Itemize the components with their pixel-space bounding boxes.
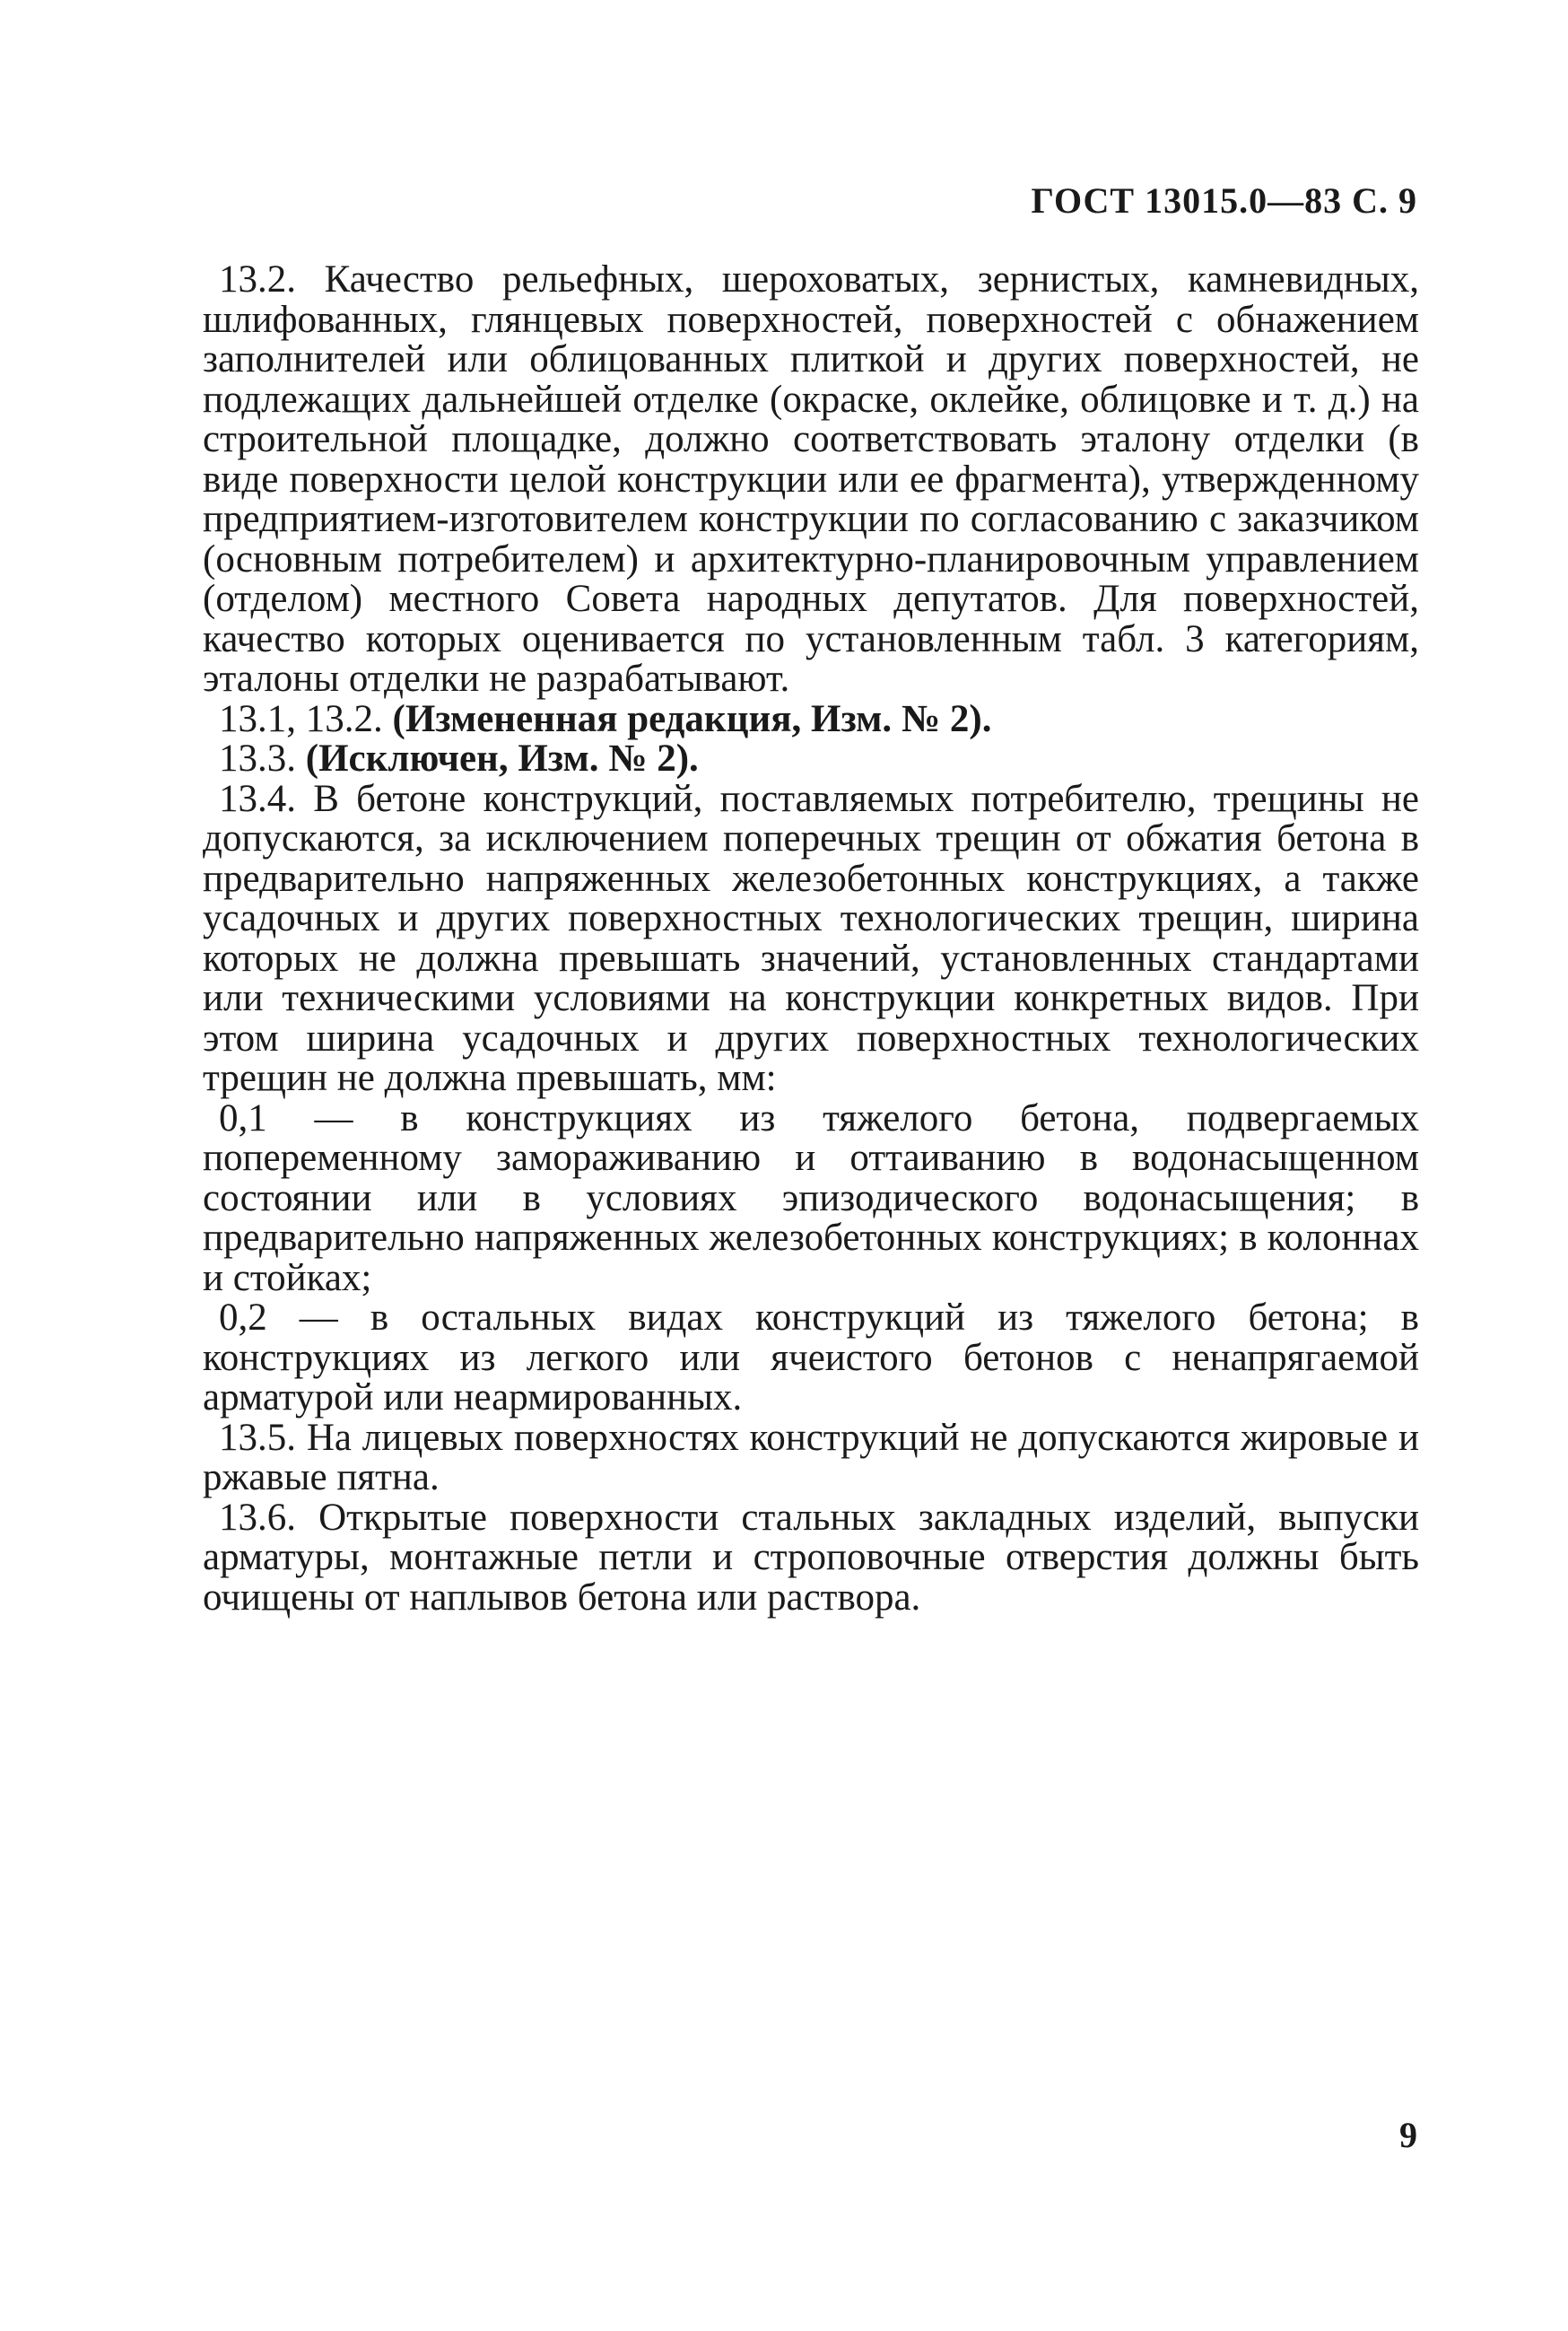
amendment-note-13-1-bold: (Измененная редакция, Изм. № 2). xyxy=(392,697,992,740)
amendment-note-13-3-bold: (Исключен, Изм. № 2). xyxy=(305,738,699,780)
paragraph-13-6: 13.6. Открытые поверхности стальных закладных изделий, выпуски арматуры, монтажные петли и строповочные отверстия должны быть очищены от наплывов бетона или раствора. xyxy=(203,1496,1419,1619)
paragraph-13-5: 13.5. На лицевых поверхностях конструкций не допускаются жировые и ржавые пятна. xyxy=(203,1416,1419,1498)
amendment-note-13-3-prefix: 13.3. xyxy=(219,738,306,780)
page-number: 9 xyxy=(1399,2115,1417,2155)
amendment-note-13-1 xyxy=(203,697,1419,740)
amendment-note-13-3 xyxy=(203,739,1419,780)
page-header: ГОСТ 13015.0—83 С. 9 xyxy=(1031,180,1417,221)
document-body xyxy=(203,260,1419,1618)
amendment-note-13-1-prefix: 13.1, 13.2. xyxy=(219,697,393,740)
paragraph-13-4: 13.4. В бетоне конструкций, поставляемых потребителю, трещины не допускаются, за исключением поперечных трещин от обжатия бетона в предварительно напряженных железобетонных конструкциях, а также усадочных и других поверхностных технологических трещин, ширина которых не должна превышать значений, установленных стандартами или техническими условиями на конструкции конкретных видов. При этом ширина усадочных и других поверхностных технологических трещин не должна превышать, мм: xyxy=(203,777,1419,1099)
item-0-2: 0,2 — в остальных видах конструкций из тяжелого бетона; в конструкциях из легкого или ячеистого бетонов с ненапрягаемой арматурой или неармированных. xyxy=(203,1296,1419,1419)
item-0-1: 0,1 — в конструкциях из тяжелого бетона, подвергаемых попеременному замораживанию и оттаиванию в водонасыщенном состоянии или в условиях эпизодического водонасыщения; в предварительно напряженных железобетонных конструкциях; в колоннах и стойках; xyxy=(203,1096,1419,1299)
paragraph-13-2: 13.2. Качество рельефных, шероховатых, зернистых, камневидных, шлифованных, глянцевых поверхностей, поверхностей с обнажением заполнителей или облицованных плиткой и других поверхностей, не подлежащих дальнейшей отделке (окраске, оклейке, облицовке и т. д.) на строительной площадке, должно соответствовать эталону отделки (в виде поверхности целой конструкции или ее фрагмента), утвержденному предприятием-изготовителем конструкции по согласованию с заказчиком (основным потребителем) и архитектурно-планировочным управлением (отделом) местного Совета народных депутатов. Для поверхностей, качество которых оценивается по установленным табл. 3 категориям, эталоны отделки не разрабатывают. xyxy=(203,258,1419,700)
